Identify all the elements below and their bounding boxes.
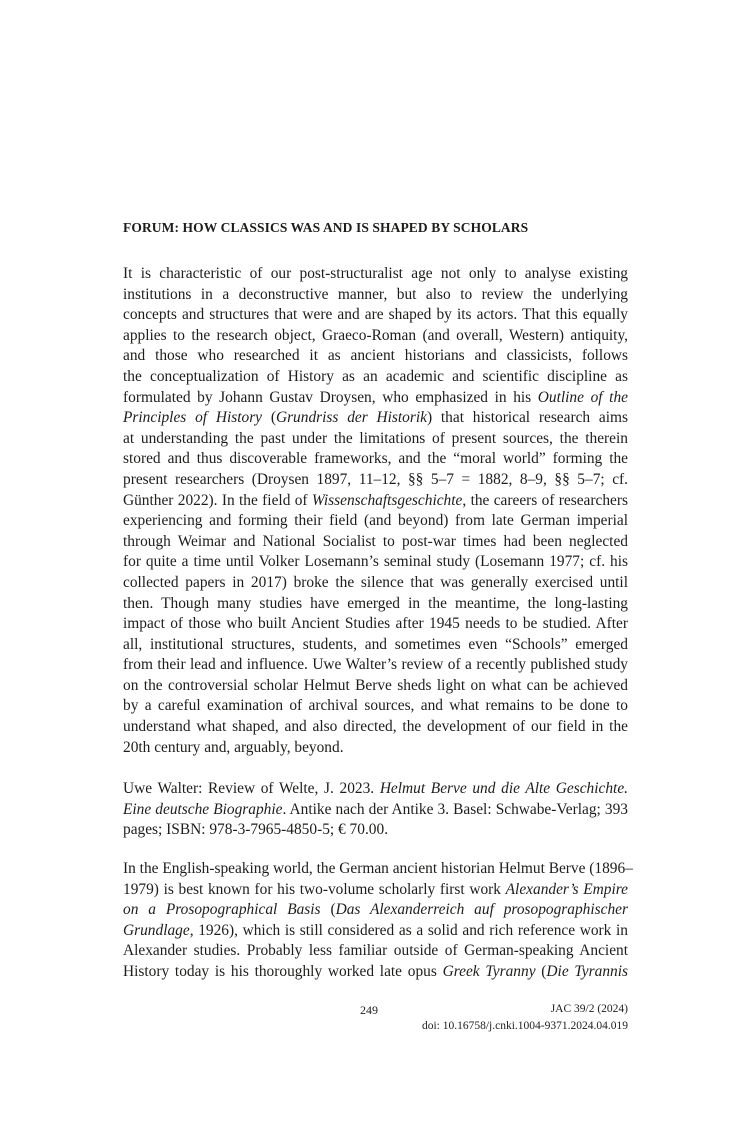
intro-line: experiencing and forming their field (and beyond) from late German imperial [123, 512, 628, 530]
journal-info: JAC 39/2 (2024) [550, 1003, 628, 1015]
review-body-paragraph [123, 859, 633, 983]
review-line [123, 900, 628, 921]
citation-line [123, 779, 628, 800]
intro-line: through Weimar and National Socialist to post-war times had been neglected [123, 532, 628, 550]
intro-line: on the controversial scholar Helmut Berve sheds light on what can be achieved [123, 676, 628, 694]
book-title-italic: Outline of the [537, 388, 628, 406]
citation-prefix: Uwe Walter: Review of Welte, J. 2023. [123, 780, 375, 797]
review-citation [123, 779, 628, 841]
review-line: In the English-speaking world, the German ancient historian Helmut Berve (1896– [123, 860, 633, 877]
intro-line: all, institutional structures, students, and sometimes even “Schools” emerged [123, 635, 628, 653]
citation-publisher: . Antike nach der Antike 3. Basel: Schwabe-Verlag; 393 [282, 800, 628, 818]
review-text: , 1926), which is still considered as a solid and rich reference work in [189, 921, 628, 939]
intro-line: It is characteristic of our post-structuralist age not only to analyse existing [123, 265, 628, 282]
book-title-italic: Helmut Berve und die Alte Geschichte. [379, 780, 628, 797]
book-title-italic: Principles of History [123, 409, 263, 427]
book-title-italic: Grundriss der Historik [275, 409, 427, 427]
intro-text: formulated by Johann Gustav Droysen, who emphasized in his [123, 388, 532, 406]
intro-line: at understanding the past under the limitations of present sources, the therein [123, 429, 628, 447]
intro-line: understand what shaped, and also directed, the development of our field in the [123, 718, 628, 736]
intro-line: for quite a time until Volker Losemann’s seminal study (Losemann 1977; cf. his [123, 553, 628, 571]
intro-line: concepts and structures that were and are shaped by its actors. That this equally [123, 306, 628, 324]
intro-line: by a careful examination of archival sources, and what remains to be done to [123, 697, 628, 715]
review-text: History today is his thoroughly worked late opus [123, 962, 437, 980]
intro-text: , the careers of researchers [462, 491, 628, 509]
book-title-italic: on a Prosopographical Basis [123, 901, 321, 919]
citation-line [123, 800, 628, 821]
book-subtitle-italic: Eine deutsche Biographie [123, 800, 283, 818]
review-line [123, 880, 628, 901]
intro-line: institutions in a deconstructive manner, but also to review the underlying [123, 285, 628, 303]
page-number: 249 [360, 1003, 378, 1017]
intro-line: stored and thus discoverable frameworks, and the “moral world” forming the [123, 450, 628, 468]
intro-line: from their lead and influence. Uwe Walter’s review of a recently published study [123, 656, 628, 674]
intro-line [123, 388, 628, 409]
intro-paragraph [123, 264, 628, 758]
doi-link[interactable]: doi: 10.16758/j.cnki.1004-9371.2024.04.019 [421, 1020, 628, 1032]
intro-line: then. Though many studies have emerged in the meantime, the long-lasting [123, 594, 628, 612]
book-title-italic: Die Tyrannis [546, 962, 628, 980]
review-text: ( [330, 901, 336, 919]
review-text: 1979) is best known for his two-volume scholarly first work [123, 880, 501, 898]
forum-heading: FORUM: HOW CLASSICS WAS AND IS SHAPED BY SCHOLARS [123, 220, 529, 235]
intro-text: Günther 2022). In the field of [123, 491, 308, 509]
intro-line: 20th century and, arguably, beyond. [123, 738, 344, 756]
intro-line: the conceptualization of History as an academic and scientific discipline as [123, 367, 628, 385]
review-text: ( [541, 962, 547, 980]
intro-line: impact of those who built Ancient Studies after 1945 needs to be studied. After [123, 615, 628, 633]
intro-line: collected papers in 2017) broke the silence that was generally exercised until [123, 573, 628, 591]
book-title-italic: Greek Tyranny [442, 962, 536, 980]
book-title-italic: Grundlage [123, 921, 190, 939]
book-title-italic: Alexander’s Empire [505, 880, 629, 898]
intro-line [123, 491, 628, 512]
term-italic: Wissenschaftsgeschichte [311, 491, 463, 509]
book-title-italic: Das Alexanderreich auf prosopographischer [335, 901, 628, 919]
review-line [123, 962, 628, 983]
intro-line: Principles of History (Grundriss der Historik) that historical research aims [123, 409, 628, 427]
review-line [123, 921, 628, 942]
intro-line: and those who researched it as ancient historians and classicists, follows [123, 347, 628, 365]
citation-line: pages; ISBN: 978-3-7965-4850-5; € 70.00. [123, 821, 389, 839]
intro-line: applies to the research object, Graeco-Roman (and overall, Western) antiquity, [123, 326, 628, 344]
intro-line: present researchers (Droysen 1897, 11–12, §§ 5–7 = 1882, 8–9, §§ 5–7; cf. [123, 470, 628, 488]
review-line: Alexander studies. Probably less familiar outside of German-speaking Ancient [123, 942, 628, 960]
